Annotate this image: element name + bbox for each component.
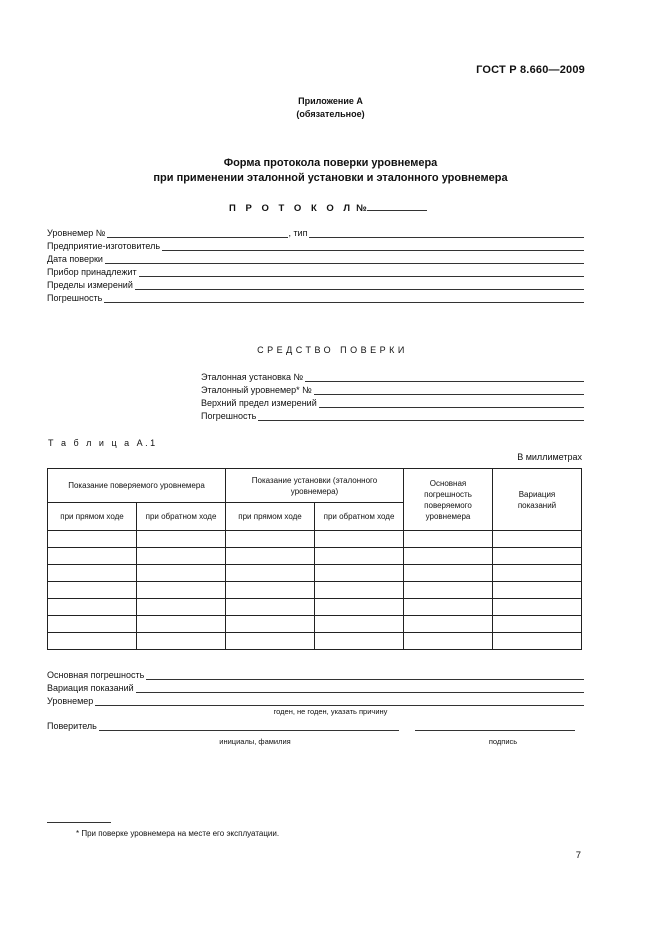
- table-cell: [48, 548, 137, 565]
- gauge-label: Уровнемер №: [47, 228, 106, 238]
- table-cell: [48, 531, 137, 548]
- table-cell: [493, 548, 582, 565]
- gauge-readings-header: Показание поверяемого уровнемера: [48, 469, 226, 503]
- type-label: , тип: [288, 228, 308, 238]
- verifier-label: Поверитель: [47, 721, 97, 731]
- table-cell: [137, 599, 226, 616]
- result-basic-error-line: [146, 670, 584, 680]
- table-units: В миллиметрах: [517, 452, 582, 462]
- range-line: [135, 280, 584, 290]
- ref-gauge-line: [314, 385, 584, 395]
- table-cell: [137, 565, 226, 582]
- error-row: [47, 290, 584, 303]
- table-body: [48, 531, 582, 650]
- table-cell: [315, 599, 404, 616]
- table-cell: [404, 633, 493, 650]
- table-cell: [226, 616, 315, 633]
- gauge-row: [47, 225, 584, 238]
- installation-line: [305, 372, 584, 382]
- table-cell: [493, 582, 582, 599]
- appendix-heading: [0, 95, 661, 121]
- table-cell: [137, 616, 226, 633]
- upper-limit-row: [201, 395, 584, 408]
- result-basic-error-label: Основная погрешность: [47, 670, 145, 680]
- range-label: Пределы измерений: [47, 280, 133, 290]
- verifier-signature-line: [415, 721, 575, 731]
- upper-limit-line: [319, 398, 584, 408]
- gauge-reverse-header: при обратном ходе: [137, 503, 226, 531]
- means-title: СРЕДСТВО ПОВЕРКИ: [257, 345, 408, 355]
- table-cell: [404, 531, 493, 548]
- table-cell: [137, 633, 226, 650]
- protocol-number-line: [367, 201, 427, 211]
- verifier-name-line: [99, 721, 399, 731]
- result-fields: [47, 667, 584, 731]
- table-cell: [493, 531, 582, 548]
- table-cell: [226, 599, 315, 616]
- footnote-separator: [47, 822, 111, 823]
- appendix-status: (обязательное): [296, 109, 365, 119]
- table-cell: [493, 565, 582, 582]
- table-row: [48, 599, 582, 616]
- result-gauge-row: [47, 693, 584, 706]
- signature-hint: подпись: [488, 737, 518, 746]
- table-row: [48, 582, 582, 599]
- table-cell: [48, 616, 137, 633]
- basic-error-header: Основная погрешность поверяемого уровнемера: [404, 469, 493, 531]
- date-line: [105, 254, 584, 264]
- table-cell: [137, 531, 226, 548]
- table-cell: [404, 565, 493, 582]
- result-variation-label: Вариация показаний: [47, 683, 134, 693]
- table-cell: [315, 582, 404, 599]
- verifier-row: [47, 718, 584, 731]
- table-header-row-1: [48, 469, 582, 503]
- result-variation-line: [136, 683, 584, 693]
- range-row: [47, 277, 584, 290]
- date-label: Дата поверки: [47, 254, 103, 264]
- table-cell: [226, 633, 315, 650]
- ref-gauge-label: Эталонный уровнемер* №: [201, 385, 312, 395]
- table-cell: [315, 616, 404, 633]
- protocol-heading: [229, 201, 427, 214]
- table-cell: [404, 548, 493, 565]
- installation-reverse-header: при обратном ходе: [315, 503, 404, 531]
- table-cell: [137, 548, 226, 565]
- table-cell: [404, 616, 493, 633]
- table-cell: [48, 633, 137, 650]
- table-cell: [226, 582, 315, 599]
- table-cell: [315, 531, 404, 548]
- table-cell: [404, 599, 493, 616]
- appendix-title: Приложение А: [298, 96, 363, 106]
- manufacturer-line: [162, 241, 584, 251]
- gauge-forward-header: при прямом ходе: [48, 503, 137, 531]
- table-cell: [226, 531, 315, 548]
- table-cell: [315, 565, 404, 582]
- result-gauge-hint: годен, не годен, указать причину: [273, 707, 388, 716]
- form-title-line2: при применении эталонной установки и эталонного уровнемера: [153, 172, 508, 184]
- table-cell: [493, 599, 582, 616]
- standard-header: ГОСТ Р 8.660—2009: [476, 64, 585, 76]
- readings-table: [47, 468, 582, 650]
- result-basic-error-row: [47, 667, 584, 680]
- installation-label: Эталонная установка №: [201, 372, 304, 382]
- variation-header: Вариация показаний: [493, 469, 582, 531]
- table-row: [48, 565, 582, 582]
- form-title: [0, 156, 661, 186]
- error-line: [104, 293, 584, 303]
- instrument-fields: [47, 225, 584, 303]
- result-gauge-label: Уровнемер: [47, 696, 94, 706]
- type-line: [309, 228, 584, 238]
- footnote: * При поверке уровнемера на месте его эксплуатации.: [76, 829, 280, 838]
- installation-forward-header: при прямом ходе: [226, 503, 315, 531]
- table-cell: [48, 599, 137, 616]
- form-title-line1: Форма протокола поверки уровнемера: [223, 157, 438, 169]
- table-row: [48, 531, 582, 548]
- owner-label: Прибор принадлежит: [47, 267, 137, 277]
- table-cell: [404, 582, 493, 599]
- table-cell: [226, 565, 315, 582]
- date-row: [47, 251, 584, 264]
- installation-readings-header: Показание установки (эталонного уровнемера): [226, 469, 404, 503]
- table-cell: [48, 582, 137, 599]
- upper-limit-label: Верхний предел измерений: [201, 398, 317, 408]
- table-cell: [493, 616, 582, 633]
- error-label: Погрешность: [47, 293, 103, 303]
- installation-row: [201, 369, 584, 382]
- gauge-number-line: [107, 228, 288, 238]
- means-fields: [201, 369, 584, 421]
- means-error-label: Погрешность: [201, 411, 257, 421]
- table-cell: [137, 582, 226, 599]
- protocol-label: П Р О Т О К О Л: [229, 203, 354, 214]
- manufacturer-row: [47, 238, 584, 251]
- table-row: [48, 616, 582, 633]
- initials-hint: инициалы, фамилия: [219, 737, 291, 746]
- means-error-line: [258, 411, 584, 421]
- table-caption: Т а б л и ц а А.1: [48, 438, 158, 448]
- table-row: [48, 633, 582, 650]
- protocol-number-label: №: [356, 203, 367, 214]
- page-number: 7: [575, 850, 581, 861]
- means-error-row: [201, 408, 584, 421]
- ref-gauge-row: [201, 382, 584, 395]
- manufacturer-label: Предприятие-изготовитель: [47, 241, 161, 251]
- table-cell: [226, 548, 315, 565]
- table-cell: [315, 633, 404, 650]
- table-cell: [48, 565, 137, 582]
- result-gauge-line: [95, 696, 584, 706]
- table-cell: [315, 548, 404, 565]
- table-row: [48, 548, 582, 565]
- owner-line: [139, 267, 584, 277]
- table-cell: [493, 633, 582, 650]
- result-variation-row: [47, 680, 584, 693]
- owner-row: [47, 264, 584, 277]
